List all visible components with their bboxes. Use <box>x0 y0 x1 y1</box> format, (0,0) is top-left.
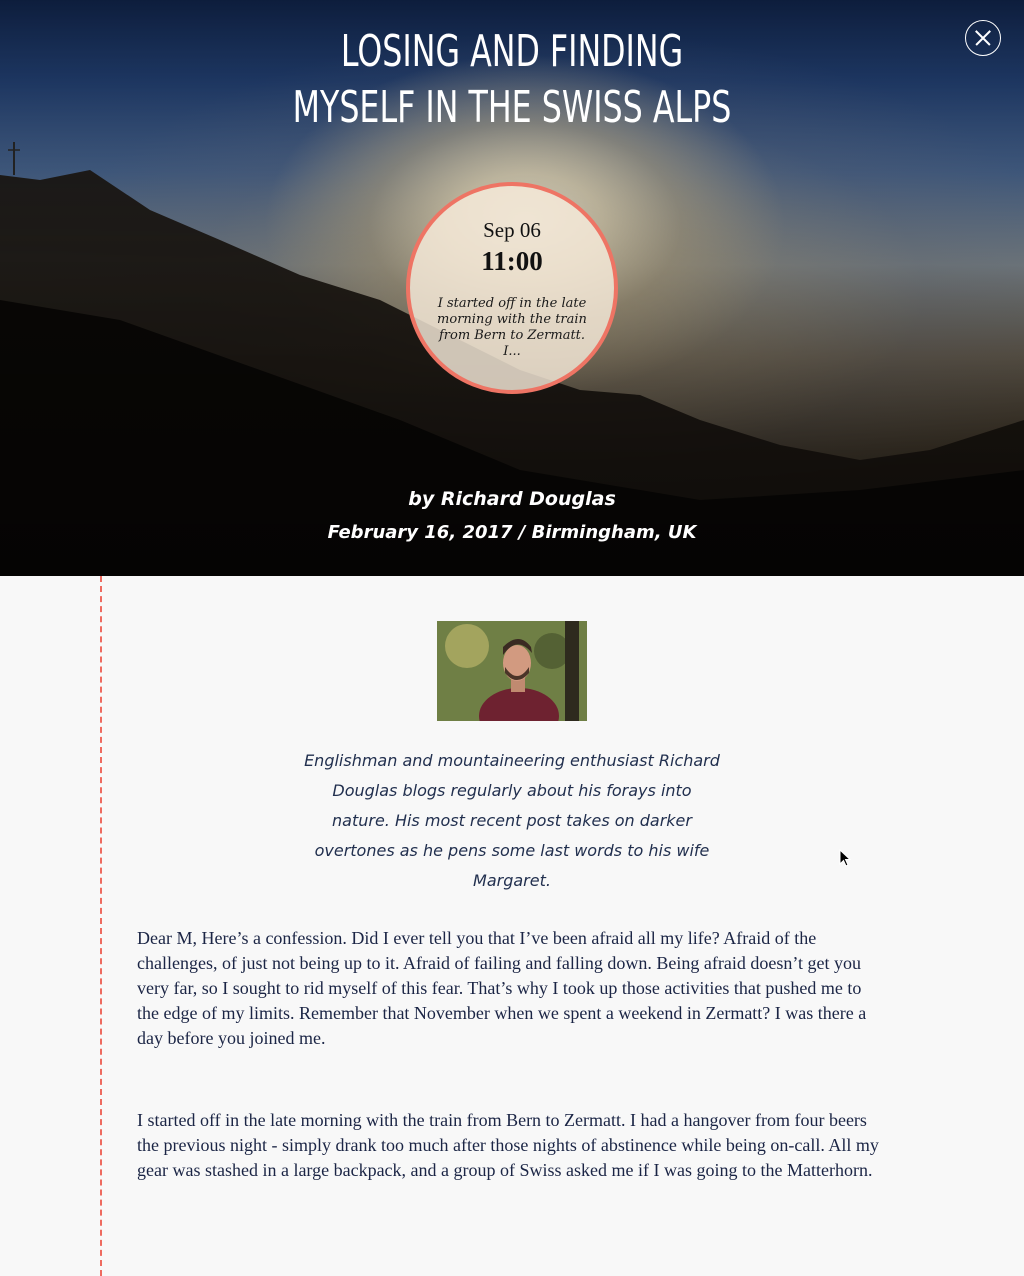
entry-time: 11:00 <box>481 246 543 276</box>
timeline-entry-bubble[interactable] <box>406 182 618 394</box>
entry-date: Sep 06 <box>483 218 541 242</box>
author-photo <box>437 621 587 721</box>
entry-excerpt: I started off in the late morning with the train from Bern to Zermatt. I... <box>437 296 587 359</box>
article-paragraph: Dear M, Here’s a confession. Did I ever tell you that I’ve been afraid all my life? Afraid of the challenges, of just not being up to it. Afraid of failing and falling down. Being afraid doesn’t get you very far, so I sought to rid myself of this fear. That’s why I took up those activities that pushed me to the edge of my limits. Remember that November when we spent a weekend in Zermatt? I was there a day before you joined me. <box>137 928 867 1048</box>
article-paragraph: I started off in the late morning with the train from Bern to Zermatt. I had a hangover from four beers the previous night - simply drank too much after those nights of abstinence while being on-call. All my gear was stashed in a large backpack, and a group of Swiss asked me if I was going to the Matterhorn. <box>137 1110 879 1180</box>
close-icon[interactable] <box>965 20 1001 56</box>
author-byline: by Richard Douglas <box>408 488 616 510</box>
post-date-location: February 16, 2017 / Birmingham, UK <box>327 522 697 543</box>
mouse-cursor-icon <box>839 849 853 869</box>
timeline-line <box>100 576 102 1276</box>
hero-banner <box>0 0 1024 576</box>
page-title: LOSING AND FINDING MYSELF IN THE SWISS ALPS <box>292 26 732 133</box>
article-intro: Englishman and mountaineering enthusiast Richard Douglas blogs regularly about his forays into nature. His most recent post takes on darker overtones as he pens some last words to his wife Margaret. <box>304 751 720 890</box>
